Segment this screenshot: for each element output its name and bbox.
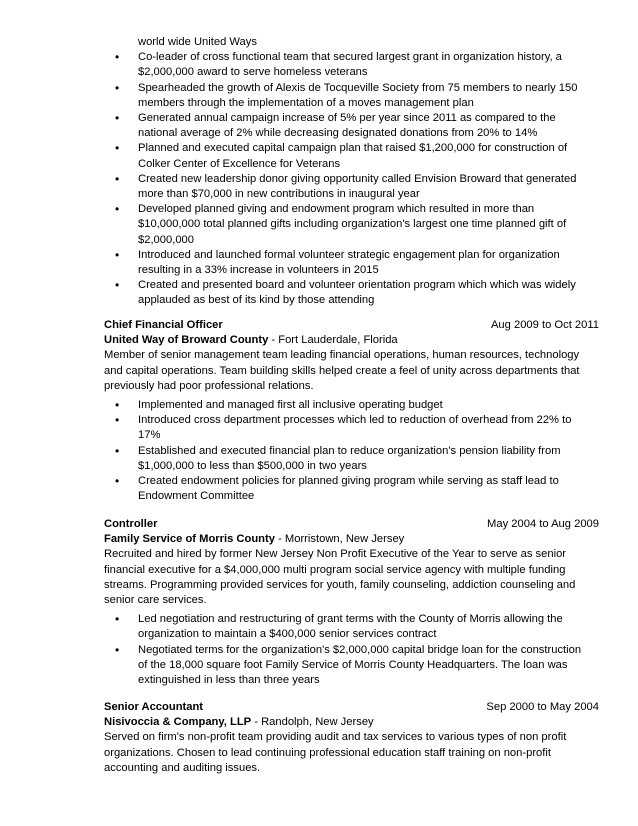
job-organization: Family Service of Morris County [104,533,275,546]
job-bullet-list [104,398,584,504]
job-organization: United Way of Broward County [104,334,269,347]
list-item: • Created new leadership donor giving opportunity called Envision Broward that generated more than $70,000 in new contributions in inaugural year [104,172,584,202]
job-location: - Morristown, New Jersey [274,533,405,546]
job-entry-senior-accountant [104,700,599,776]
intro-continuation-line: world wide United Ways [138,36,257,48]
list-item: • Led negotiation and restructuring of grant terms with the County of Morris allowing the organization to maintain a $400,000 senior services contract [104,612,584,642]
list-item: • Created and presented board and volunteer orientation program which which was widely applauded as best of its kind by those attending [104,278,584,308]
job-dates: May 2004 to Aug 2009 [487,518,599,530]
job-entry-controller [104,517,599,688]
list-item: • Negotiated terms for the organization's $2,000,000 capital bridge loan for the construction of the 18,000 square foot Family Service of Morris County Headquarters. The loan was extinguished in less than three years [104,643,584,689]
list-item: • Established and executed financial plan to reduce organization's pension liability from $1,000,000 to less than $500,000 in two years [104,444,584,474]
list-item: • Created endowment policies for planned giving program while serving as staff lead to Endowment Committee [104,474,584,504]
list-item: • Co-leader of cross functional team that secured largest grant in organization history, a $2,000,000 award to serve homeless veterans [104,50,584,80]
job-description: Recruited and hired by former New Jersey Non Profit Executive of the Year to serve as senior financial executive for a $4,000,000 multi program social service agency with multiple funding streams. Programming provided services for youth, family counseling, addiction counseling and senior care services. [104,548,576,607]
job-title: Senior Accountant [104,701,204,713]
job-header [104,318,599,333]
intro-section [104,35,584,309]
intro-bullet-list [104,50,584,308]
list-item: • Planned and executed capital campaign plan that raised $1,200,000 for construction of Colker Center of Excellence for Veterans [104,141,584,171]
list-item: • Spearheaded the growth of Alexis de Tocqueville Society from 75 members to nearly 150 members through the implementation of a moves management plan [104,81,584,111]
job-entry-cfo [104,318,599,504]
job-header [104,700,599,715]
job-location: - Fort Lauderdale, Florida [268,334,398,347]
job-org-line [104,333,599,348]
list-item: • Introduced and launched formal volunteer strategic engagement plan for organization resulting in a 33% increase in volunteers in 2015 [104,248,584,278]
job-description: Member of senior management team leading financial operations, human resources, technology and capital operations. Team building skills helped create a feel of unity across departments that previously had poor professional relations. [104,349,580,392]
job-org-line [104,715,599,730]
job-title: Controller [104,518,158,530]
job-header [104,517,599,532]
job-location: - Randolph, New Jersey [251,716,374,729]
list-item: • Implemented and managed first all inclusive operating budget [104,398,584,413]
job-dates: Aug 2009 to Oct 2011 [490,319,599,331]
job-org-line [104,532,599,547]
job-bullet-list [104,612,584,688]
job-description: Served on firm's non-profit team providing audit and tax services to various types of non profit organizations. Chosen to lead continuing professional education staff training on non-profit accounting and auditing issues. [104,731,567,774]
job-organization: Nisivoccia & Company, LLP [104,716,252,729]
list-item: • Developed planned giving and endowment program which resulted in more than $10,000,000 total planned gifts including organization's largest one time planned gift of $2,000,000 [104,202,584,248]
job-dates: Sep 2000 to May 2004 [486,701,599,713]
list-item: • Generated annual campaign increase of 5% per year since 2011 as compared to the national average of 2% while decreasing designated donations from 20% to 14% [104,111,584,141]
list-item: • Introduced cross department processes which led to reduction of overhead from 22% to 17% [104,413,584,443]
job-title: Chief Financial Officer [104,319,223,331]
